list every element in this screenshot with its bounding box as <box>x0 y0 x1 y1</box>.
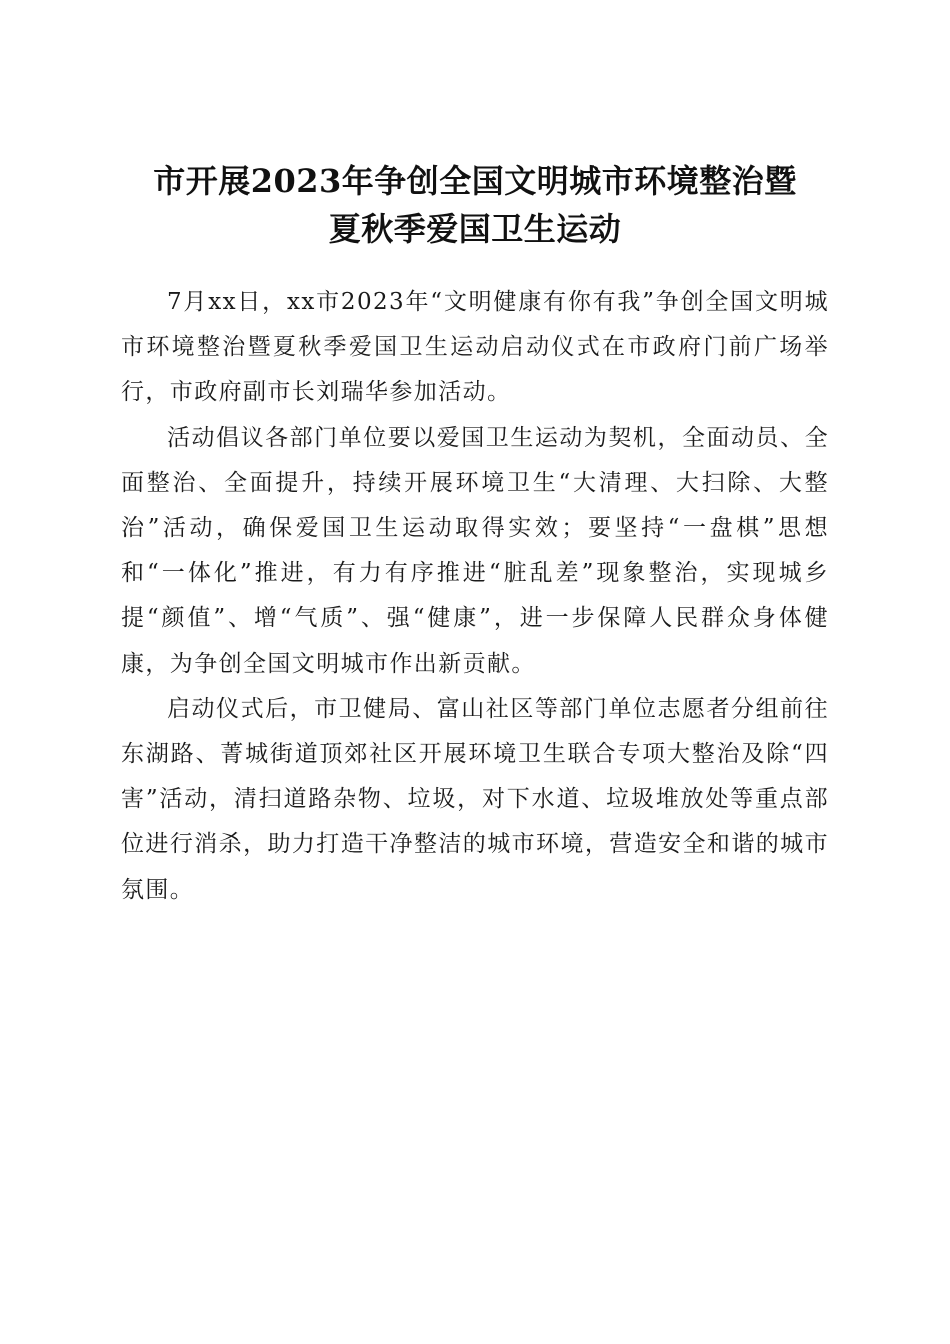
paragraph-1: 7月xx日，xx市2023年“文明健康有你有我”争创全国文明城市环境整治暨夏秋季爱国卫生运动启动仪式在市政府门前广场举行，市政府副市长刘瑞华参加活动。 <box>121 289 829 406</box>
article-body <box>121 280 829 913</box>
paragraph-3: 启动仪式后，市卫健局、富山社区等部门单位志愿者分组前往东湖路、菁城街道顶郊社区开展环境卫生联合专项大整治及除“四害”活动，清扫道路杂物、垃圾，对下水道、垃圾堆放处等重点部位进行消杀，助力打造干净整洁的城市环境，营造安全和谐的城市氛围。 <box>121 695 829 903</box>
title-line-2: 夏秋季爱国卫生运动 <box>328 210 622 249</box>
title-line-1: 市开展2023年争创全国文明城市环境整治暨 <box>153 162 797 201</box>
page-title <box>110 157 840 253</box>
paragraph-2: 活动倡议各部门单位要以爱国卫生运动为契机，全面动员、全面整治、全面提升，持续开展环境卫生“大清理、大扫除、大整治”活动，确保爱国卫生运动取得实效；要坚持“一盘棋”思想和“一体化”推进，有力有序推进“脏乱差”现象整治，实现城乡提“颜值”、增“气质”、强“健康”，进一步保障人民群众身体健康，为争创全国文明城市作出新贡献。 <box>121 424 829 677</box>
